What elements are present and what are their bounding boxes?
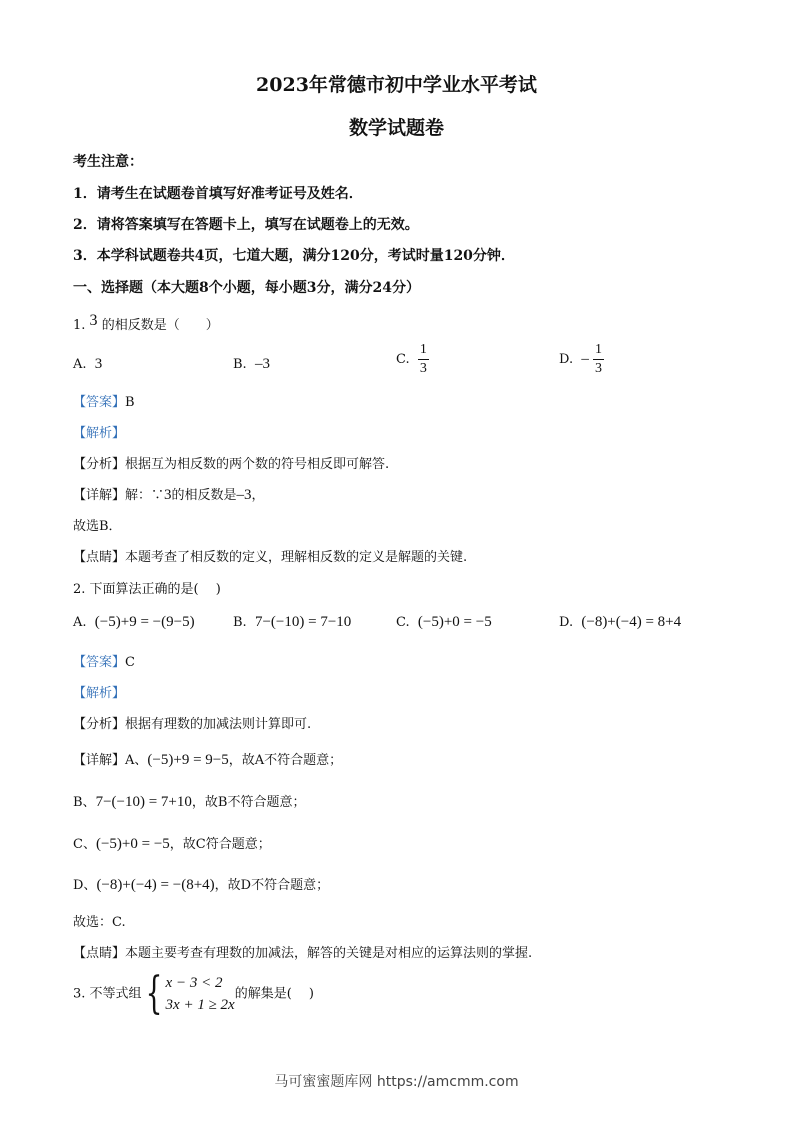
q1-dianjing: 【点睛】本题考查了相反数的定义，理解相反数的定义是解题的关键.: [73, 550, 468, 565]
q1-option-a: A. 3: [73, 356, 103, 372]
q2-stem: 2. 下面算法正确的是( ): [73, 582, 221, 597]
q2-option-c: C. (−5)+0 = −5: [396, 614, 492, 630]
footer-watermark: 马可蜜蜜题库网 https://amcmm.com: [274, 1074, 519, 1090]
q2-analysis-label: 【解析】: [73, 686, 126, 701]
q1-analysis-label: 【解析】: [73, 426, 126, 441]
q1-xiangjie: 【详解】解：∵3的相反数是–3，: [73, 487, 265, 503]
q1-option-b: B. –3: [233, 356, 270, 372]
q1-stem: [73, 314, 219, 334]
q2-dianjing: 【点睛】本题主要考查有理数的加减法，解答的关键是对相应的运算法则的掌握.: [73, 946, 533, 961]
q2-conclusion: 故选：C.: [73, 915, 126, 930]
q1-option-d: D. – $\frac{1}{3}$: [559, 342, 602, 376]
q2-xiangjie-d: D、(−8)+(−4) = −(8+4)，故D不符合题意；: [73, 877, 330, 893]
q2-option-a: A. (−5)+9 = −(9−5): [73, 614, 195, 630]
page-subtitle: 数学试题卷: [348, 117, 444, 139]
notice-item-3: 3．本学科试题卷共4页，七道大题，满分120分，考试时量120分钟．: [73, 248, 515, 264]
q2-xiangjie-b: B、7−(−10) = 7+10，故B不符合题意；: [73, 794, 306, 810]
q3-brace: {: [145, 968, 162, 1019]
q1-answer: 【答案】B: [73, 395, 135, 410]
q2-option-d: D. (−8)+(−4) = 8+4: [559, 614, 682, 630]
q2-fenxi: 【分析】根据有理数的加减法则计算即可.: [73, 717, 312, 732]
q2-xiangjie-a: 【详解】A、(−5)+9 = 9−5，故A不符合题意；: [73, 752, 343, 768]
q1-d-fraction: $\frac{1}{3}$: [595, 342, 602, 376]
q1-option-c: C. $\frac{1}{3}$: [396, 342, 427, 376]
q1-c-fraction: $\frac{1}{3}$: [419, 342, 427, 376]
q1-number: 1.: [73, 318, 86, 333]
q2-option-b: B. 7−(−10) = 7−10: [233, 614, 352, 630]
q1-text: 的相反数是（ ）: [101, 318, 219, 333]
q2-answer: 【答案】C: [73, 655, 135, 670]
q3-system: x − 3 < 2 3x + 1 ≥ 2x: [165, 975, 235, 1013]
q1-fenxi: 【分析】根据互为相反数的两个数的符号相反即可解答.: [73, 457, 390, 472]
notice-item-1: 1．请考生在试题卷首填写好准考证号及姓名．: [73, 186, 363, 202]
q3-stem: 3. 不等式组{ x − 3 < 2 3x + 1 ≥ 2x 的解集是( ): [73, 968, 314, 1019]
section-heading: 一、选择题（本大题8个小题，每小题3分，满分24分）: [73, 280, 420, 296]
notice-heading: 考生注意：: [73, 154, 143, 170]
page-title: 2023年常德市初中学业水平考试: [256, 74, 537, 96]
q1-math: 3: [89, 312, 98, 329]
notice-item-2: 2．请将答案填写在答题卡上，填写在试题卷上的无效。: [73, 217, 419, 233]
q2-xiangjie-c: C、(−5)+0 = −5，故C符合题意；: [73, 836, 271, 852]
q1-conclusion: 故选B．: [73, 519, 122, 534]
